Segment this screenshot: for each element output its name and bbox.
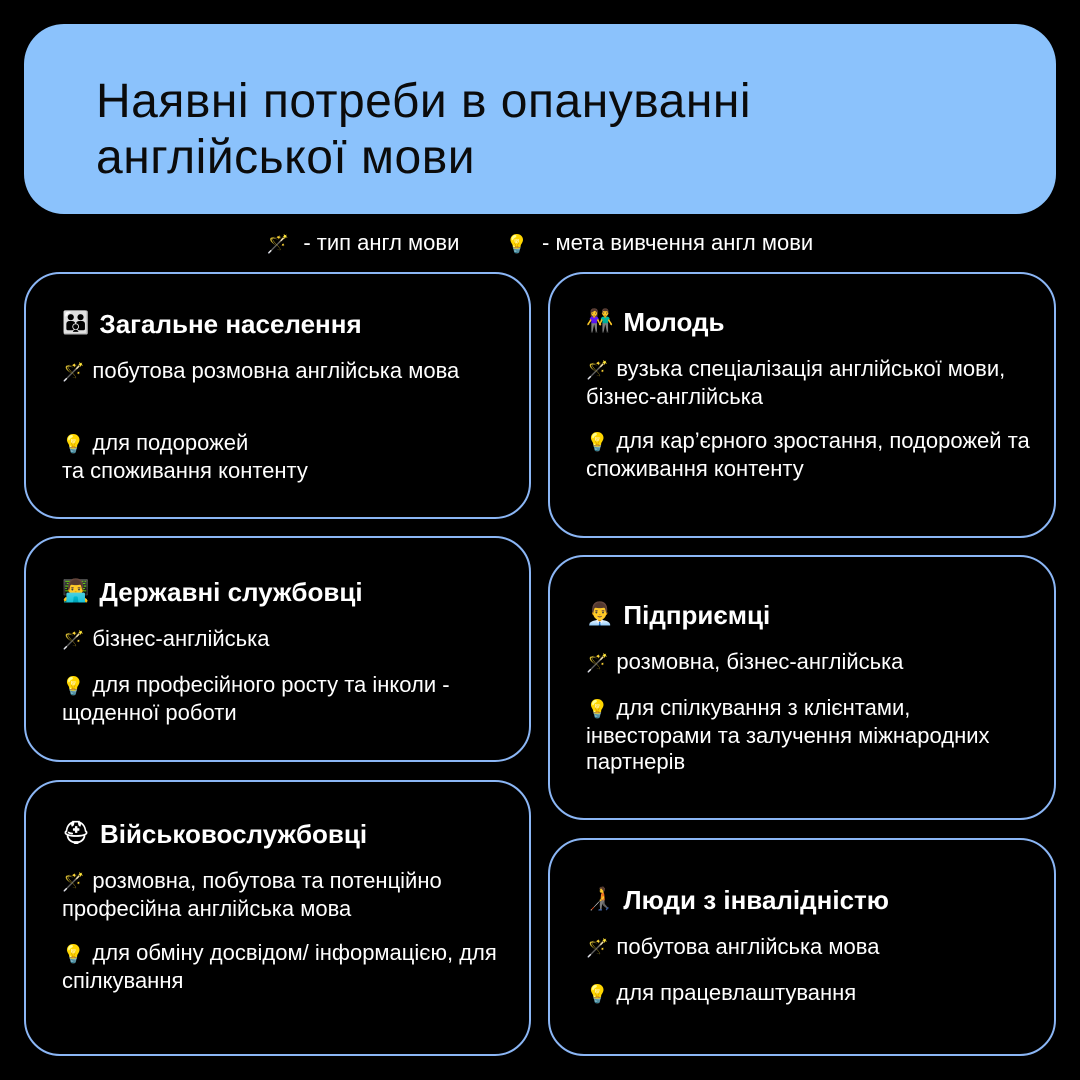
legend-goal [506, 228, 814, 260]
card-goal-row [586, 980, 1034, 1008]
card-goal-row [586, 695, 1034, 775]
card-type-text: розмовна, побутова та потенційно професійна англійська мова [62, 868, 442, 921]
card-goal-text: для кар’єрного зростання, подорожей та споживання контенту [586, 428, 1030, 481]
card-people-with-disabilities [548, 838, 1056, 1056]
family-icon: 👪 [62, 311, 90, 336]
light-bulb-icon: 💡 [62, 434, 85, 455]
card-goal-row [586, 428, 1034, 482]
card-goal-text: для працевлаштування [616, 980, 857, 1005]
legend-type [267, 228, 460, 260]
magic-wand-icon: 🪄 [586, 653, 609, 674]
card-title: Молодь [623, 307, 725, 337]
legend-goal-text: - мета вивчення англ мови [535, 230, 814, 255]
card-type-row [62, 868, 509, 922]
magic-wand-icon: 🪄 [266, 234, 290, 255]
office-worker-icon: 👨‍💻 [62, 579, 90, 604]
card-type-row [586, 356, 1034, 410]
card-civil-servants [24, 536, 531, 762]
page-title [96, 74, 986, 186]
card-goal-text: для професійного росту та інколи - щоденної роботи [62, 672, 450, 725]
light-bulb-icon: 💡 [586, 699, 609, 720]
card-military [24, 780, 531, 1056]
card-type-row [586, 649, 1034, 677]
couple-icon: 👫 [586, 309, 614, 334]
card-title: Люди з інвалідністю [623, 885, 889, 915]
card-goal-row [62, 672, 509, 726]
card-goal-row [62, 940, 509, 994]
card-goal-text: для обміну досвідом/ інформацією, для спілкування [62, 940, 497, 993]
card-goal-text: для подорожей та споживання контенту [62, 430, 308, 483]
card-title: Державні службовці [99, 577, 363, 607]
card-type-row [62, 358, 509, 386]
light-bulb-icon: 💡 [62, 676, 85, 697]
card-type-text: розмовна, бізнес-англійська [616, 649, 904, 674]
card-type-row [62, 626, 509, 654]
magic-wand-icon: 🪄 [586, 360, 609, 381]
person-with-cane-icon: 🧑‍🦯 [586, 887, 614, 912]
page-title-line-2: англійської мови [96, 131, 476, 184]
card-goal-text: для спілкування з клієнтами, інвесторами та залучення міжнародних партнерів [586, 695, 990, 774]
magic-wand-icon: 🪄 [62, 630, 85, 651]
light-bulb-icon: 💡 [586, 984, 609, 1005]
card-type-row [586, 934, 1034, 962]
card-goal-row [62, 404, 509, 484]
card-entrepreneurs [548, 555, 1056, 820]
card-type-text: побутова англійська мова [616, 934, 880, 959]
card-type-text: побутова розмовна англійська мова [92, 358, 460, 383]
card-title: Військовослужбовці [99, 819, 368, 849]
light-bulb-icon: 💡 [62, 944, 85, 965]
light-bulb-icon: 💡 [505, 234, 528, 255]
magic-wand-icon: 🪄 [586, 938, 609, 959]
magic-wand-icon: 🪄 [62, 362, 85, 383]
page-title-line-1: Наявні потреби в опануванні [96, 75, 752, 128]
card-type-text: вузька спеціалізація англійської мови, бізнес-англійська [586, 356, 1006, 409]
card-general-population [24, 272, 531, 519]
card-youth [548, 272, 1056, 538]
businessperson-icon: 👨‍💼 [586, 602, 614, 627]
light-bulb-icon: 💡 [586, 432, 609, 453]
card-title: Підприємці [623, 600, 771, 630]
header-banner [24, 24, 1056, 214]
card-title: Загальне населення [99, 309, 362, 339]
military-helmet-icon: ⛑ [62, 821, 90, 846]
legend [0, 228, 1080, 260]
magic-wand-icon: 🪄 [62, 872, 85, 893]
legend-type-text: - тип англ мови [297, 230, 460, 255]
card-type-text: бізнес-англійська [92, 626, 270, 651]
